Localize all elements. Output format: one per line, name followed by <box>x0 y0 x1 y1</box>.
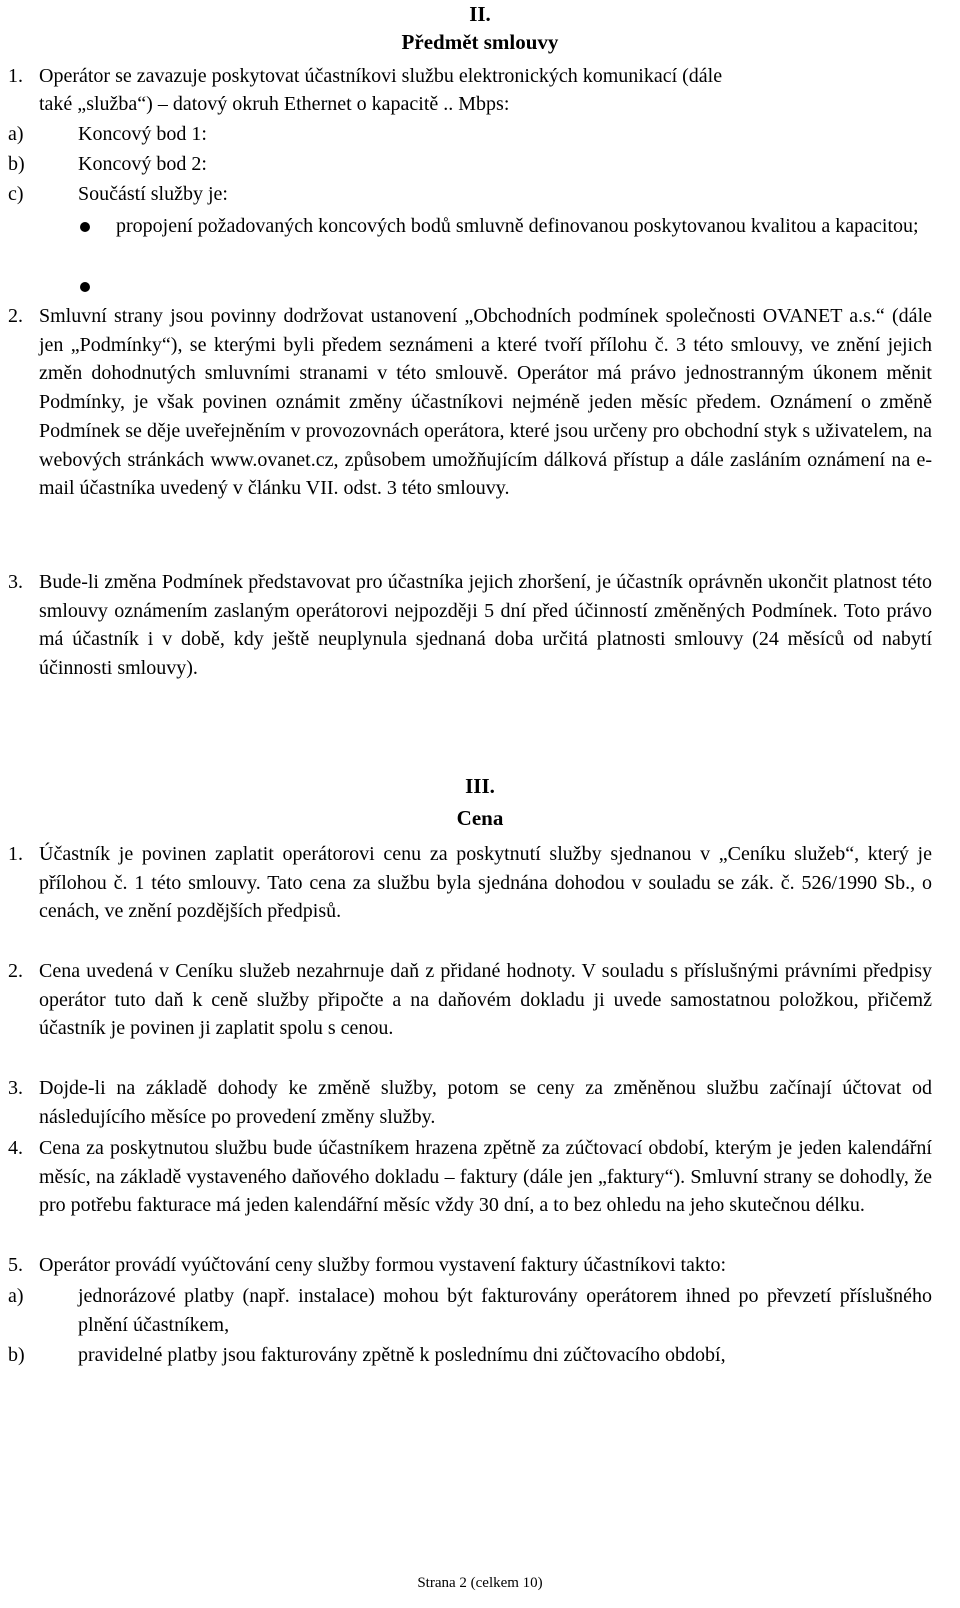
bullet-icon <box>80 282 90 292</box>
clause-iii-4-text: Cena za poskytnutou službu bude účastníkem hrazena zpětně za zúčtovací období, kterým je jeden kalendářní měsíc, na základě vystaveného daňového dokladu – faktury (dále jen „faktury“). Smluvní strany se dohodly, že pro potřebu fakturace má jeden kalendářní měsíc vždy 30 dní, a to bez ohledu na jeho skutečnou délku. <box>39 1137 932 1217</box>
item-a-label: a) <box>8 123 24 145</box>
clause-iii-1-number: 1. <box>8 843 23 865</box>
section-iii-number: III. <box>465 774 495 798</box>
clause-ii-1-text-line1: Operátor se zavazuje poskytovat účastníkovi službu elektronických komunikací (dále <box>39 65 723 87</box>
page-footer: Strana 2 (celkem 10) <box>417 1575 543 1591</box>
item-b-label: b) <box>8 1344 25 1366</box>
item-c-text: Součástí služby je: <box>78 183 228 205</box>
bullet-item-text: propojení požadovaných koncových bodů smluvně definovanou poskytovanou kvalitou a kapacitou; <box>116 215 919 237</box>
clause-iii-2-number: 2. <box>8 960 23 982</box>
clause-ii-3-number: 3. <box>8 571 23 593</box>
clause-ii-2-text: Smluvní strany jsou povinny dodržovat ustanovení „Obchodních podmínek společnosti OVANET a.s.“ (dále jen „Podmínky“), se kterými byli předem seznámeni a které tvoří přílohu č. 3 této smlouvy, ve znění jejich změn dohodnutých smluvními stranami v této smlouvě. Operátor má právo jednostranným úkonem měnit Podmínky, je však povinen oznámit změny účastníkovi nejméně jeden měsíc předem. Oznámení o změně Podmínek se děje uveřejněním v provozovnách operátora, které jsou určeny pro obchodní styk s uživatelem, na webových stránkách www.ovanet.cz, způsobem umožňujícím dálková přístup a dále zasláním oznámení na e-mail účastníka uvedený v článku VII. odst. 3 této smlouvy. <box>39 305 932 500</box>
clause-ii-3-text: Bude-li změna Podmínek představovat pro účastníka jejich zhoršení, je účastník oprávněn ukončit platnost této smlouvy oznámením zaslaným operátorovi nejpozději 5 dní před účinností změněných Podmínek. Toto právo má účastník i v době, kdy ještě neuplynula sjednaná doba určitá platnosti smlouvy (24 měsíců od nabytí účinnosti smlouvy). <box>39 571 932 680</box>
section-iii-title: Cena <box>456 806 504 830</box>
item-a-text: Koncový bod 1: <box>78 123 207 145</box>
item-a-text: jednorázové platby (např. instalace) mohou být fakturovány operátorem ihned po převzetí příslušného plnění účastníkem, <box>78 1285 932 1336</box>
clause-iii-1-text: Účastník je povinen zaplatit operátorovi cenu za poskytnutí služby sjednanou v „Ceníku služeb“, který je přílohou č. 1 této smlouvy. Tato cena za službu byla sjednána dohodou v souladu se zák. č. 526/1990 Sb., o cenách, ve znění pozdějších předpisů. <box>39 843 932 923</box>
clause-iii-2-text: Cena uvedená v Ceníku služeb nezahrnuje daň z přidané hodnoty. V souladu s příslušnými právními předpisy operátor tuto daň k ceně služby připočte a na daňovém dokladu ji uvede samostatnou položkou, přičemž účastník je povinen ji zaplatit spolu s cenou. <box>39 960 932 1040</box>
clause-ii-2-number: 2. <box>8 305 23 327</box>
clause-iii-3-number: 3. <box>8 1077 23 1099</box>
clause-ii-1-text-line2: také „služba“) – datový okruh Ethernet o kapacitě .. Mbps: <box>39 93 510 115</box>
item-b-text: pravidelné platby jsou fakturovány zpětně k poslednímu dni zúčtovacího období, <box>78 1344 726 1366</box>
clause-iii-5-text: Operátor provádí vyúčtování ceny služby formou vystavení faktury účastníkovi takto: <box>39 1254 727 1276</box>
section-ii-number: II. <box>469 2 491 26</box>
clause-iii-3-text: Dojde-li na základě dohody ke změně služby, potom se ceny za změněnou službu začínají účtovat od následujícího měsíce po provedení změny služby. <box>39 1077 932 1128</box>
item-c-label: c) <box>8 183 24 205</box>
item-b-label: b) <box>8 153 25 175</box>
clause-iii-4-number: 4. <box>8 1137 23 1159</box>
item-a-label: a) <box>8 1285 24 1307</box>
clause-iii-5-number: 5. <box>8 1254 23 1276</box>
bullet-icon <box>80 222 90 232</box>
item-b-text: Koncový bod 2: <box>78 153 207 175</box>
clause-ii-1-number: 1. <box>8 65 23 87</box>
section-ii-title: Předmět smlouvy <box>401 30 559 54</box>
